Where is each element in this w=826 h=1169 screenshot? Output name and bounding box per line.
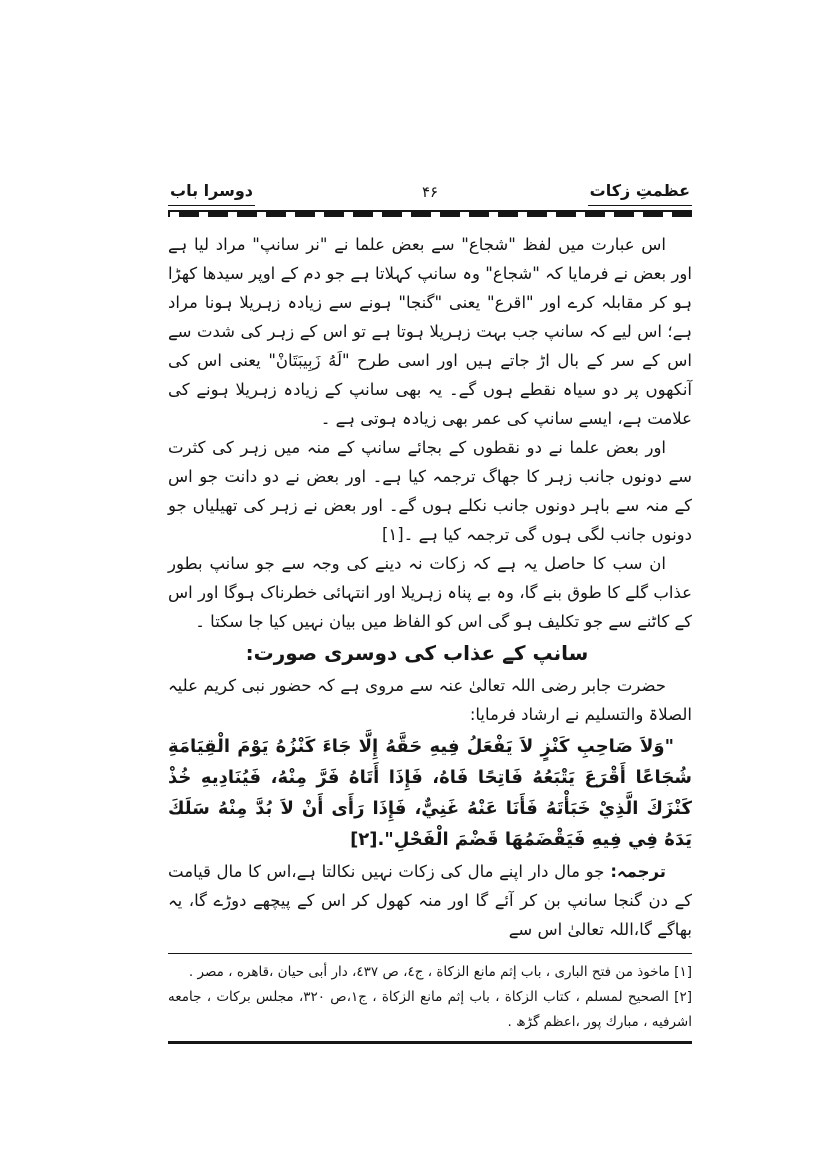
footnote-1: [۱] ماخوذ من فتح الباری ، باب إثم مانع الزکاة ، ج٤، ص ٤٣٧، دار أبی حیان ،قاهره ، مصر .: [188, 964, 692, 980]
paragraph-scholars-interpretations: اور بعض علما نے دو نقطوں کے بجائے سانپ کے منہ میں زہر کی کثرت سے دونوں جانب زہر کا جھاگ ترجمہ کیا ہے۔ اور بعض نے دو دانت جو اس کے منہ سے باہر دونوں جانب نکلے ہوں گے۔ اور بعض نے زہر کی تھیلیاں جو دونوں جانب لگی ہوں گی ترجمہ کیا ہے ۔[۱]: [168, 438, 692, 544]
chapter-title: دوسرا باب: [168, 180, 255, 206]
arabic-hadith-quote: "وَلاَ صَاحِبِ كَنْزٍ لاَ يَفْعَلُ فِيهِ حَقَّهُ إِلَّا جَاءَ كَنْزُهُ يَوْمَ الْقِيَامَةِ شُجَاعًا أَقْرَعَ يَتْبَعُهُ فَاتِحًا فَاهُ، فَإِذَا أَتَاهُ فَرَّ مِنْهُ، فَيُنَادِيهِ خُذْ كَنْزَكَ الَّذِيْ خَبَأْتَهُ فَأَنَا عَنْهُ غَنِيٌّ، فَإِذَا رَأَى أَنْ لاَ بُدَّ مِنْهُ سَلَكَ يَدَهُ فِي فِيهِ فَيَقْضَمُهَا قَضْمَ الْفَحْلِ".[۲]: [168, 736, 692, 850]
paragraph-shuja-explanation: اس عبارت میں لفظ "شجاع" سے بعض علما نے "نر سانپ" مراد لیا ہے اور بعض نے فرمایا کہ "شجاع" وہ سانپ کہلاتا ہے جو دم کے اوپر سیدھا کھڑا ہو کر مقابلہ کرے اور "اقرع" یعنی "گنجا" ہونے سے زیادہ زہریلا ہونا مراد ہے؛ اس لیے کہ سانپ جب بہت زہریلا ہوتا ہے تو اس کے زہر کی شدت سے اس کے سر کے بال اڑ جاتے ہیں اور اسی طرح "لَهُ زَبِيبَتَانْ" یعنی اس کی آنکھوں پر دو سیاہ نقطے ہوں گے۔ یہ بھی سانپ کے زیادہ زہریلا ہونے کی علامت ہے، ایسے سانپ کی عمر بھی زیادہ ہوتی ہے ۔: [168, 235, 692, 428]
book-title: عظمتِ زکات: [588, 180, 692, 206]
text-column: [168, 180, 692, 1044]
section-heading: سانپ کے عذاب کی دوسری صورت:: [245, 641, 589, 665]
page-body: [168, 230, 692, 944]
footnote-2: [۲] الصحیح لمسلم ، کتاب الزکاة ، باب إثم مانع الزکاة ، ج١،ص ٣٢٠، مجلس برکات ، جامعه اشرفیه ، مبارك پور ،اعظم گڑھ .: [168, 989, 692, 1030]
running-head: [168, 180, 692, 206]
translation-label: ترجمہ:: [610, 862, 666, 881]
translation-text: جو مال دار اپنے مال کی زکات نہیں نکالتا ہے،اس کا مال قیامت کے دن گنجا سانپ بن کر آئے گا اور منہ کھول کر اس کے پیچھے دوڑے گا، یہ بھاگے گا،اللہ تعالیٰ اس سے: [168, 862, 692, 939]
translation-paragraph: [168, 857, 692, 944]
paragraph-summary: ان سب کا حاصل یہ ہے کہ زکات نہ دینے کی وجہ سے جو سانپ بطور عذاب گلے کا طوق بنے گا، وہ بے پناہ زہریلا اور انتہائی خطرناک ہوگا اور اس کے کاٹنے سے جو تکلیف ہو گی اس کو الفاظ میں بیان نہیں کیا جا سکتا ۔: [168, 554, 692, 631]
page-number: ۴۶: [421, 183, 439, 201]
header-dashed-rule: [168, 210, 692, 217]
footnotes-section: [168, 953, 692, 1035]
bottom-rule: [168, 1041, 692, 1044]
paragraph-hadith-intro: حضرت جابر رضی اللہ تعالیٰ عنہ سے مروی ہے کہ حضور نبی کریم علیہ الصلاۃ والتسلیم نے ارشاد فرمایا:: [168, 676, 692, 724]
